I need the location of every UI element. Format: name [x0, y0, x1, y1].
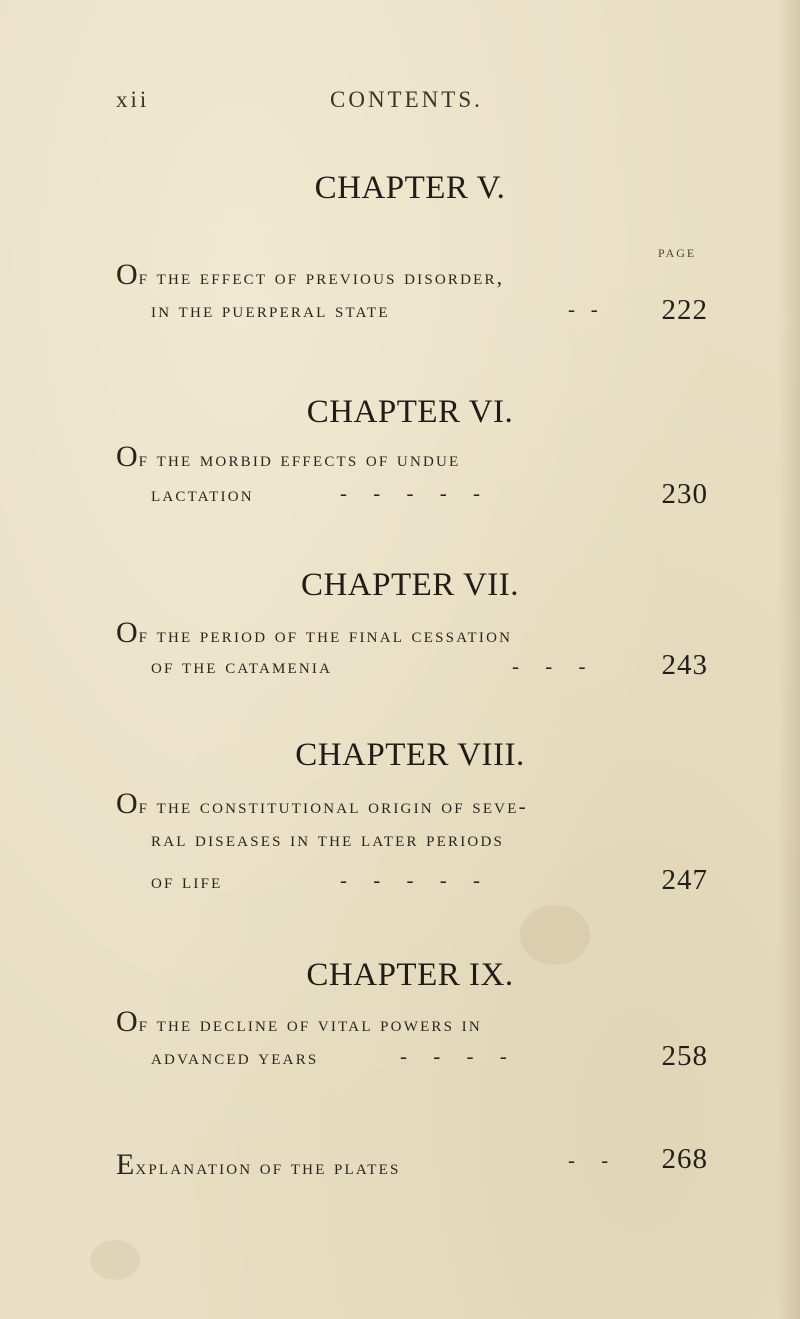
page-folio: xii [116, 87, 150, 112]
page-number: 243 [661, 649, 708, 681]
toc-entry-line: Of the morbid effects of undue [116, 440, 461, 473]
leader-dashes: - - - - - [340, 481, 480, 505]
toc-entry-line: in the puerperal state [151, 298, 390, 322]
toc-entry-line: Explanation of the plates [116, 1148, 401, 1181]
chapter-heading: CHAPTER VIII. [295, 737, 525, 773]
toc-entry-text: f the effect of previous disorder, [138, 265, 505, 289]
page-number: 247 [661, 864, 708, 896]
running-head-title: CONTENTS. [330, 87, 483, 112]
page-number: 268 [661, 1143, 708, 1175]
toc-entry-line: of the catamenia [151, 654, 333, 678]
leader-dashes: - - [568, 297, 598, 321]
leader-dashes: - - - - - [340, 868, 480, 892]
chapter-heading: CHAPTER VI. [306, 394, 514, 430]
page-number: 258 [661, 1040, 708, 1072]
toc-entry-text: f the decline of vital powers in [138, 1012, 482, 1036]
toc-entry-line: Of the effect of previous disorder, [116, 258, 505, 291]
toc-entry-text: f the period of the final cessation [138, 623, 513, 647]
toc-entry-text: f the morbid effects of undue [138, 447, 461, 471]
page-number: 222 [661, 294, 708, 326]
chapter-heading: CHAPTER VII. [300, 567, 520, 603]
toc-entry-line: lactation [151, 482, 254, 506]
page-column-label: PAGE [658, 246, 697, 260]
toc-entry-line: advanced years [151, 1045, 319, 1069]
toc-entry-line: Of the constitutional origin of seve- [116, 787, 528, 820]
toc-entry-text: xplanation of the plates [135, 1155, 401, 1179]
leader-dashes: - - [568, 1148, 609, 1172]
leader-dashes: - - - - [400, 1044, 507, 1068]
chapter-heading: CHAPTER V. [314, 170, 506, 206]
toc-entry-line: Of the decline of vital powers in [116, 1005, 482, 1038]
toc-entry-line: Of the period of the final cessation [116, 616, 513, 649]
paper-stain [520, 905, 590, 965]
chapter-heading: CHAPTER IX. [306, 957, 514, 993]
toc-entry-line: ral diseases in the later periods [151, 827, 505, 851]
toc-entry-line: of life [151, 869, 223, 893]
paper-stain [90, 1240, 140, 1280]
toc-entry-text: f the constitutional origin of seve- [138, 794, 528, 818]
leader-dashes: - - - [512, 654, 586, 678]
page-number: 230 [661, 478, 708, 510]
